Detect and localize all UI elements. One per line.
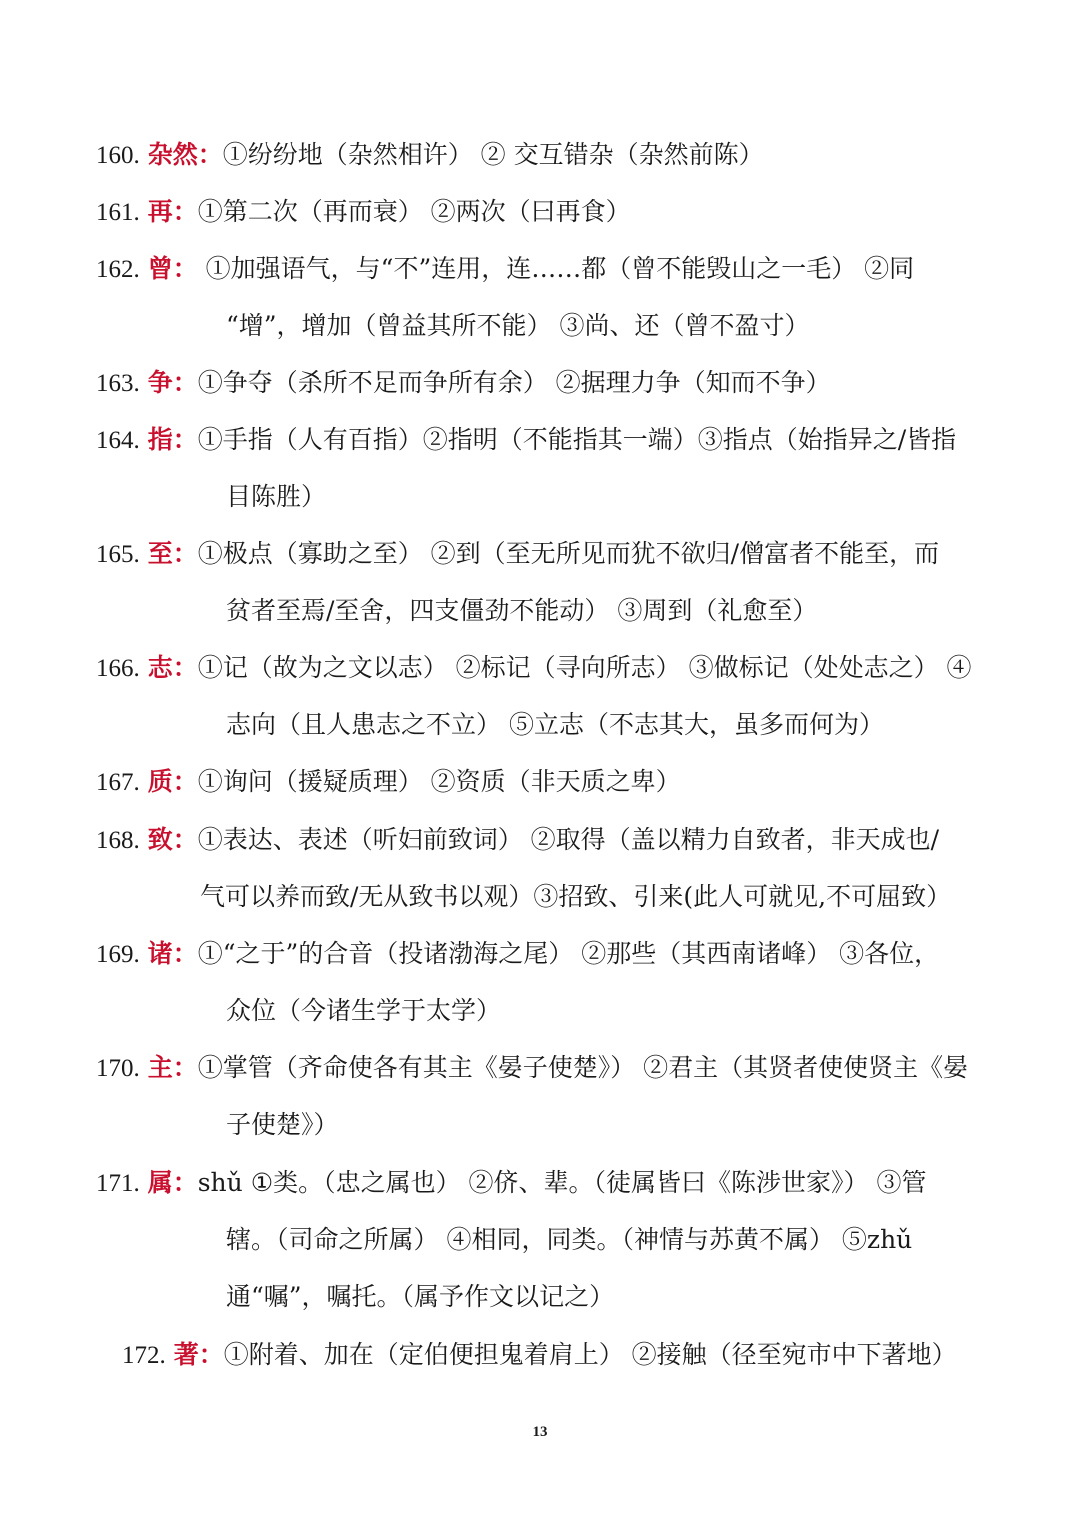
entry-definition: ①争夺（杀所不足而争所有余） ②据理力争（知而不争） (197, 368, 831, 397)
entry-number: 168. (96, 827, 140, 854)
entry-continuation: 气可以养而致/无从致书以观）③招致、引来(此人可就见,不可屈致） (200, 882, 952, 911)
entry-number: 166. (96, 655, 140, 682)
entry-headword: 著： (173, 1340, 224, 1369)
entry-number: 170. (96, 1055, 140, 1082)
entry-headword: 致： (147, 825, 198, 854)
entry-continuation: “增”，增加（曾益其所不能） ③尚、还（曾不盈寸） (226, 311, 810, 340)
entry-definition: ①手指（人有百指）②指明（不能指其一端）③指点（始指异之/皆指 (197, 425, 957, 454)
entry-definition: ①询问（援疑质理） ②资质（非天质之卑） (197, 767, 681, 796)
entry-headword: 属： (147, 1168, 198, 1197)
entry-172 (122, 1340, 957, 1371)
entry-number: 167. (96, 769, 140, 796)
entry-headword: 主： (147, 1053, 198, 1082)
entry-number: 161. (96, 199, 140, 226)
entry-continuation: 贫者至焉/至舍，四支僵劲不能动） ③周到（礼愈至） (226, 596, 818, 625)
entry-170 (96, 1053, 968, 1084)
entry-number: 172. (122, 1342, 166, 1369)
entry-169 (96, 939, 939, 970)
entry-definition: ①记（故为之文以志） ②标记（寻向所志） ③做标记（处处志之） ④ (197, 653, 972, 682)
entry-headword: 志： (147, 653, 198, 682)
entry-number: 171. (96, 1170, 140, 1197)
entry-continuation: 众位（今诸生学于太学） (226, 996, 502, 1025)
entry-definition: ①附着、加在（定伯便担鬼着肩上） ②接触（径至宛市中下著地） (223, 1340, 957, 1369)
entry-headword: 至： (147, 539, 198, 568)
entry-164 (96, 425, 956, 456)
entry-168 (96, 825, 939, 856)
entry-definition: ①纷纷地（杂然相许） ② 交互错杂（杂然前陈） (222, 140, 764, 169)
entry-163 (96, 368, 831, 399)
entry-definition: shǔ ①类。（忠之属也） ②侪、辈。（徒属皆曰《陈涉世家》） ③管 (197, 1168, 927, 1197)
entry-continuation: 子使楚》） (226, 1110, 339, 1139)
entry-161 (96, 197, 631, 228)
entry-headword: 杂然： (147, 140, 223, 169)
page-number: 13 (532, 1424, 548, 1440)
entry-166 (96, 653, 972, 684)
entry-definition: ①极点（寡助之至） ②到（至无所见而犹不欲归/僧富者不能至，而 (197, 539, 940, 568)
entry-continuation: 目陈胜） (226, 482, 327, 511)
entry-definition: ①加强语气，与“不”连用，连……都（曾不能毁山之一毛） ②同 (205, 254, 915, 283)
entry-continuation: 辖。（司命之所属） ④相同，同类。（神情与苏黄不属） ⑤zhǔ (226, 1225, 913, 1254)
entry-headword: 指： (147, 425, 198, 454)
entry-165 (96, 539, 939, 570)
entry-162 (96, 254, 914, 285)
entry-number: 160. (96, 142, 140, 169)
entry-definition: ①“之于”的合音（投诸渤海之尾） ②那些（其西南诸峰） ③各位， (197, 939, 940, 968)
entry-number: 169. (96, 941, 140, 968)
entry-headword: 争： (147, 368, 198, 397)
entry-167 (96, 767, 681, 798)
entry-160 (96, 140, 764, 171)
entry-continuation: 志向（且人患志之不立） ⑤立志（不志其大，虽多而何为） (226, 710, 884, 739)
entry-headword: 再： (147, 197, 198, 226)
entry-headword: 质： (147, 767, 198, 796)
entry-definition: ①第二次（再而衰） ②两次（曰再食） (197, 197, 631, 226)
entry-171 (96, 1168, 927, 1199)
entry-number: 163. (96, 370, 140, 397)
entry-definition: ①表达、表述（听妇前致词） ②取得（盖以精力自致者，非天成也/ (197, 825, 940, 854)
entry-number: 164. (96, 427, 140, 454)
entry-number: 165. (96, 541, 140, 568)
entry-headword: 诸： (147, 939, 198, 968)
entry-number: 162. (96, 256, 140, 283)
entry-headword: 曾： (147, 254, 198, 283)
entry-continuation: 通“嘱”，嘱托。（属予作文以记之） (226, 1282, 615, 1311)
entry-definition: ①掌管（齐命使各有其主《晏子使楚》） ②君主（其贤者使使贤主《晏 (197, 1053, 969, 1082)
